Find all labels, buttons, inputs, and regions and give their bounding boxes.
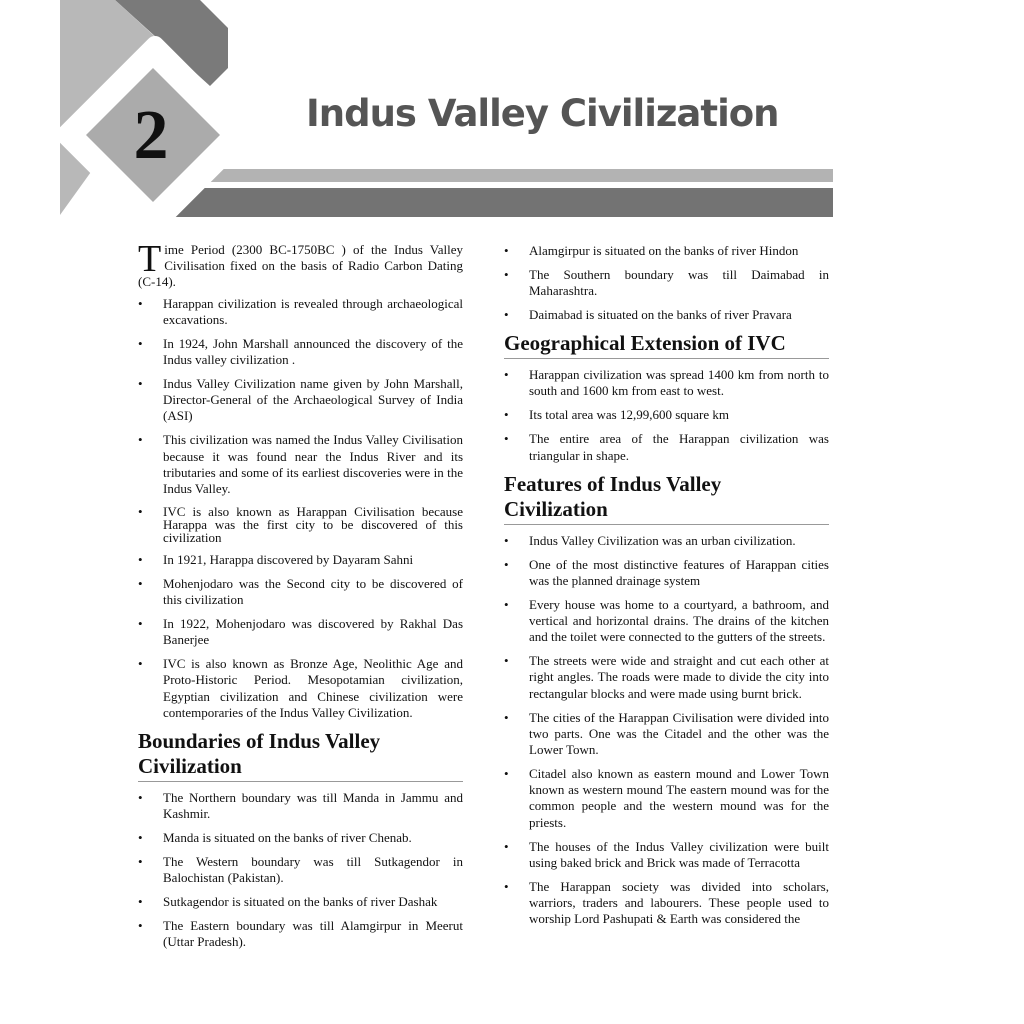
list-item: • Mohenjodaro was the Second city to be discovered of this civilization	[138, 576, 463, 608]
list-item: • Daimabad is situated on the banks of river Pravara	[504, 307, 829, 323]
intro-bullet-list	[138, 296, 463, 721]
list-item: • Indus Valley Civilization was an urban civilization.	[504, 533, 829, 549]
banner-light-stripe	[200, 169, 833, 182]
list-item: • The Western boundary was till Sutkagendor in Balochistan (Pakistan).	[138, 854, 463, 886]
banner-dark-stripe	[170, 188, 833, 217]
list-item: • Every house was home to a courtyard, a bathroom, and vertical and horizontal drains. The drains of the kitchen and the toilet were connected to the gutters of the streets.	[504, 597, 829, 646]
list-item: • The houses of the Indus Valley civilization were built using baked brick and Brick was made of Terracotta	[504, 839, 829, 871]
left-column	[138, 238, 463, 958]
section-heading-geography: Geographical Extension of IVC	[504, 331, 829, 359]
list-item: • Alamgirpur is situated on the banks of river Hindon	[504, 243, 829, 259]
list-item: • The Harappan society was divided into scholars, warriors, traders and labourers. These people used to worship Lord Pashupati & Earth was considered the	[504, 879, 829, 928]
list-item: • Manda is situated on the banks of river Chenab.	[138, 830, 463, 846]
chapter-title: Indus Valley Civilization	[306, 92, 779, 135]
intro-paragraph	[138, 238, 463, 291]
chapter-number: 2	[133, 97, 169, 174]
geography-bullet-list	[504, 367, 829, 464]
list-item: • Harappan civilization is revealed through archaeological excavations.	[138, 296, 463, 328]
features-bullet-list	[504, 533, 829, 928]
list-item: • Indus Valley Civilization name given by John Marshall, Director-General of the Archaeological Survey of India (ASI)	[138, 376, 463, 425]
list-item: • In 1922, Mohenjodaro was discovered by Rakhal Das Banerjee	[138, 616, 463, 648]
list-item: • The Southern boundary was till Daimabad in Maharashtra.	[504, 267, 829, 299]
list-item: • IVC is also known as Harappan Civilisation because Harappa was the first city to be discovered of this civilization	[138, 505, 463, 544]
section-heading-boundaries: Boundaries of Indus Valley Civilization	[138, 729, 463, 782]
list-item: • Sutkagendor is situated on the banks of river Dashak	[138, 894, 463, 910]
list-item: • One of the most distinctive features of Harappan cities was the planned drainage system	[504, 557, 829, 589]
list-item: • The cities of the Harappan Civilisation were divided into two parts. One was the Citadel and the other was the Lower Town.	[504, 710, 829, 759]
drop-cap: T	[138, 238, 162, 280]
list-item: • The entire area of the Harappan civilization was triangular in shape.	[504, 431, 829, 463]
list-item: • The streets were wide and straight and cut each other at right angles. The roads were made to divide the city into rectangular blocks and were made using burnt brick.	[504, 653, 829, 702]
list-item: • The Eastern boundary was till Alamgirpur in Meerut (Uttar Pradesh).	[138, 918, 463, 950]
list-item: • This civilization was named the Indus Valley Civilisation because it was found near the Indus River and its tributaries and some of its earliest discoveries were in the Indus Valley.	[138, 432, 463, 497]
section-heading-features: Features of Indus Valley Civilization	[504, 472, 829, 525]
list-item: • In 1921, Harappa discovered by Dayaram Sahni	[138, 552, 463, 568]
right-column	[504, 243, 829, 935]
list-item: • Its total area was 12,99,600 square km	[504, 407, 829, 423]
list-item: • The Northern boundary was till Manda in Jammu and Kashmir.	[138, 790, 463, 822]
list-item: • Citadel also known as eastern mound and Lower Town known as western mound The eastern mound was for the common people and the western mound was for the priests.	[504, 766, 829, 831]
list-item: • In 1924, John Marshall announced the discovery of the Indus valley civilization .	[138, 336, 463, 368]
list-item: • IVC is also known as Bronze Age, Neolithic Age and Proto-Historic Period. Mesopotamian civilization, Egyptian civilization and Chinese civilization were contemporaries of the Indus Valley Civilization.	[138, 656, 463, 721]
boundaries-continued-list	[504, 243, 829, 323]
boundaries-bullet-list	[138, 790, 463, 951]
intro-text: ime Period (2300 BC-1750BC ) of the Indus Valley Civilisation fixed on the basis of Radio Carbon Dating (C-14).	[138, 242, 463, 290]
list-item: • Harappan civilization was spread 1400 km from north to south and 1600 km from east to west.	[504, 367, 829, 399]
